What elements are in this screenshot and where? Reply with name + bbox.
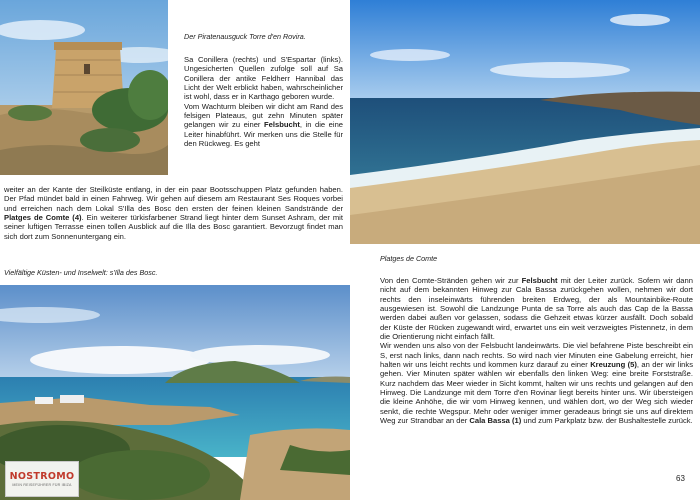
paragraph-sa-conillera: Sa Conillera (rechts) und S'Espartar (links). Ungesicherten Quellen zufolge soll auf Sa Conillera der antike Feldherr Hannibal das Licht der Welt erblickt haben, wahrscheinlicher ist wohl, dass er in Karthago geboren wurde. bbox=[184, 55, 343, 102]
left-column-upper bbox=[184, 55, 343, 148]
photo-beach bbox=[350, 0, 700, 244]
right-column bbox=[380, 276, 693, 426]
caption-coast: Vielfältige Küsten- und Inselwelt: s'Illa des Bosc. bbox=[4, 268, 158, 277]
page-number: 63 bbox=[676, 474, 685, 483]
watchtower-image bbox=[0, 0, 168, 175]
caption-watchtower: Der Piratenausguck Torre d'en Rovira. bbox=[184, 32, 306, 41]
logo-tagline: MEIN REISEFÜHRER FÜR IBIZA bbox=[12, 483, 72, 487]
publisher-logo bbox=[5, 461, 79, 497]
beach-image bbox=[350, 0, 700, 244]
paragraph-kreuzung: Wir wenden uns also von der Felsbucht landeinwärts. Die viel befahrene Piste beschreibt ein S, erst nach links, dann nach rechts. So wird nach vier Minuten eine Gabelung erreicht, hier halten wir uns leicht rechts und kommen kurz darauf zu einer Kreuzung (5), an der wir links gehen. Vier Minuten später wählen wir ebenfalls den linken Weg: eine breite Forststraße. Kurz nachdem das Meer wieder in Sicht kommt, halten wir uns rechts und gelangen auf den Hinweg. Die Landzunge mit dem Torre d'en Rovinar liegt bereits hinter uns. Wir übersteigen die kleine Anhöhe, die wir vom Hinweg kennen, und wählen dort, wo der Weg sich wieder senkt, die rechte Wegspur. Mehr oder weniger immer geradeaus bringt sie uns auf direktem Weg zur Strandbar an der Cala Bassa (1) und zum Parkplatz bzw. der Bushaltestelle zurück. bbox=[380, 341, 693, 426]
paragraph-wachturm: Vom Wachturm bleiben wir dicht am Rand des felsigen Plateaus, gut zehn Minuten später gelangen wir zu einer Felsbucht, in die eine Leiter hinabführt. Wir merken uns die Stelle für den Rückweg. Es geht bbox=[184, 101, 344, 149]
logo-name: NOSTROMO bbox=[9, 471, 75, 482]
caption-beach: Platges de Comte bbox=[380, 254, 438, 263]
paragraph-comte-straende: Von den Comte-Stränden gehen wir zur Felsbucht mit der Leiter zurück. Sofern wir dann nicht auf dem bekannten Hinweg zur Cala Bassa zurückgehen wollen, nehmen wir dort rechts den inseleinwärts führenden breiten Erdweg, der als Mountainbike-Route ausgewiesen ist. Sowohl die Landzunge Punta de sa Torre als auch das Cap de la Bassa werden dabei außen vor gelassen, sodass die Gehzeit etwas kürzer ausfällt. Doch sobald der Küste der Rücken zugewandt wird, erwartet uns ein weit verzweigtes Pistennetz, in dem die Orientierung nicht einfach fällt. bbox=[380, 276, 693, 342]
photo-watchtower bbox=[0, 0, 168, 175]
paragraph-steilkueste: weiter an der Kante der Steilküste entlang, in der ein paar Bootsschuppen Platz gefunden haben. Der Pfad mündet bald in einen Fahrweg. Wir gehen auf diesem am Restaurant Ses Roques vorbei und erreichen nach dem Lokal S'Illa des Bosc den ersten der feinen kleinen Sandstrände der Platges de Comte (4). Ein weiterer türkisfarbener Strand liegt hinter dem Sunset Ashram, der mit seiner luftigen Terrasse einen tollen Ausblick auf die Illa des Bosc garantiert. Bevorzugt findet man sich dort zum Sonnenuntergang ein. bbox=[4, 185, 343, 241]
left-column-lower bbox=[4, 185, 343, 241]
